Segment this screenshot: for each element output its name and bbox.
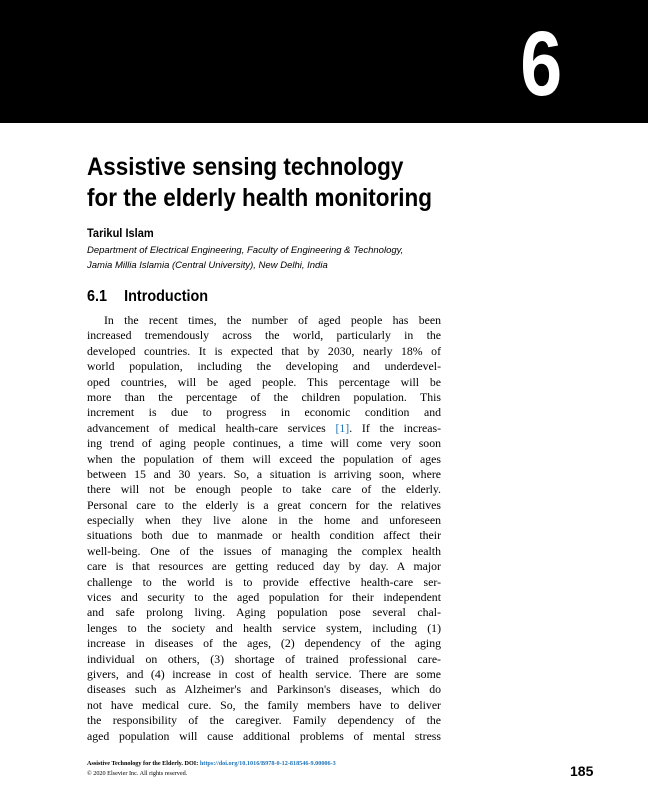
footer-doi-label: DOI: [184, 760, 199, 767]
body-line: the responsibility of the caregiver. Family dependency of the [87, 713, 441, 728]
body-line: challenge to the world is to provide effective health-care ser- [87, 574, 441, 589]
body-line: ing trend of aging people continues, a time will come very soon [87, 436, 441, 451]
body-line: oped countries, will be aged people. This percentage will be [87, 374, 441, 389]
body-text [87, 313, 441, 744]
body-line: and safe prolong living. Aging population pose several chal- [87, 605, 441, 620]
body-line: especially when they live alone in the home and unforeseen [87, 513, 441, 528]
body-line-text: . If the increas- [349, 420, 441, 435]
page-number: 185 [570, 763, 594, 779]
affiliation-line-2: Jamia Millia Islamia (Central University), New Delhi, India [87, 260, 328, 271]
body-line: world population, including the developing and underdevel- [87, 359, 441, 374]
body-line-with-citation [87, 421, 441, 436]
body-line: situations both due to manmade or health condition affect their [87, 528, 441, 543]
chapter-number: 6 [520, 13, 562, 115]
body-line: more than the percentage of the children population. This [87, 389, 441, 404]
footer-doi-link[interactable]: https://doi.org/10.1016/B978-0-12-818546-9.00006-3 [199, 760, 336, 767]
footer-copyright: © 2020 Elsevier Inc. All rights reserved. [87, 769, 188, 777]
author-affiliation [87, 243, 403, 273]
body-line: developed countries. It is expected that by 2030, nearly 18% of [87, 343, 441, 358]
body-line-text: advancement of medical health-care services [87, 420, 336, 435]
body-line: increased tremendously across the world, particularly in the [87, 328, 441, 343]
body-line: when the population of them will exceed the population of ages [87, 451, 441, 466]
section-heading [87, 288, 208, 306]
citation-link[interactable]: [1] [335, 420, 350, 435]
author-name: Tarikul Islam [87, 226, 154, 240]
body-line: there will not be enough people to take care of the elderly. [87, 482, 441, 497]
body-line: well-being. One of the issues of managing the complex health [87, 543, 441, 558]
affiliation-line-1: Department of Electrical Engineering, Faculty of Engineering & Technology, [87, 245, 404, 256]
body-line: not have medical cure. So, the family members have to deliver [87, 697, 441, 712]
page-footer [87, 759, 336, 778]
chapter-title-line-2: for the elderly health monitoring [87, 184, 433, 212]
body-line: care is that resources are getting reduced day by day. A major [87, 559, 441, 574]
chapter-title-line-1: Assistive sensing technology [87, 153, 404, 181]
body-line: diseases such as Alzheimer's and Parkinson's diseases, which do [87, 682, 441, 697]
body-line: vices and security to the aged population for their independent [87, 590, 441, 605]
body-line: Personal care to the elderly is a great concern for the relatives [87, 497, 441, 512]
chapter-banner [0, 0, 648, 123]
body-line: individual on others, (3) shortage of trained professional care- [87, 651, 441, 666]
body-line: increase in diseases of the ages, (2) dependency of the aging [87, 636, 441, 651]
footer-source [87, 759, 336, 769]
section-title: Introduction [124, 288, 209, 305]
body-line: In the recent times, the number of aged people has been [104, 313, 441, 327]
footer-book-title: Assistive Technology for the Elderly. [87, 760, 183, 767]
chapter-title [87, 152, 557, 214]
body-line: givers, and (4) increase in cost of health service. There are some [87, 666, 441, 681]
body-line: lenges to the society and health service system, including (1) [87, 620, 441, 635]
body-line: increment is due to progress in economic condition and [87, 405, 441, 420]
body-line: aged population will cause additional problems of mental stress [87, 728, 441, 743]
section-number: 6.1 [87, 288, 108, 305]
body-line: between 15 and 30 years. So, a situation is arriving soon, where [87, 466, 441, 481]
